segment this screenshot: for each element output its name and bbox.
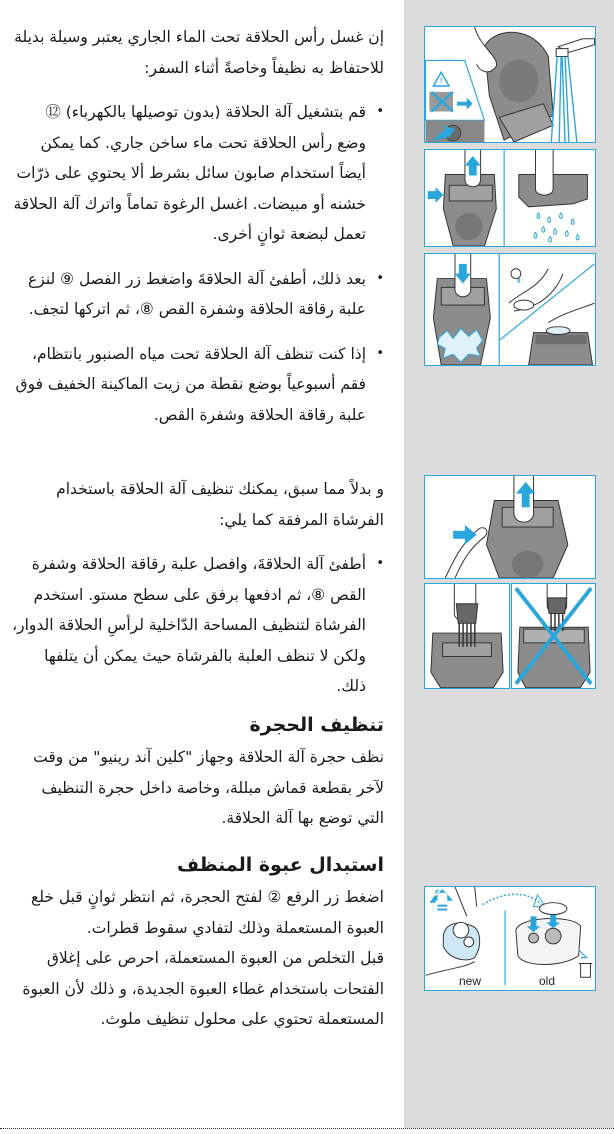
housing-heading: تنظيف الحجرة bbox=[249, 714, 384, 736]
brush-wrong-illustration bbox=[512, 584, 595, 688]
rinse-step-1: • قم بتشغيل آلة الحلاقة (بدون توصيلها بالكهرباء) ⑫ وضع رأس الحلاقة تحت ماء ساخن جاري. كما يمكن أيضاً استخدام صابون سائل بشرط ألا يحتوي على ذرّات خشنه أو مبيضات. اغسل الرغوة تماماً واترك آلة الحلاقة تعمل لبضعة ثوانٍ أخرى. bbox=[12, 97, 384, 250]
oil-illustration bbox=[425, 254, 595, 365]
brush-step-1: • أطفئ آلة الحلاقةَ، وافصل علبة رقاقة الحلاقة وشفرة القص ⑧، ثم ادفعها برفق على سطح مستو. استخدم الفرشاة لتنظيف المساحة الدّاخلية لرأسِ الحلاقة الدوار، ولكن لا تنظف العلبة بالفرشاة حيث يمكن أن يتلفها ذلك. bbox=[12, 549, 384, 702]
rinse-steps bbox=[12, 97, 384, 430]
rinse-illustration bbox=[425, 27, 595, 142]
section-housing bbox=[12, 712, 384, 834]
section-brush bbox=[12, 474, 384, 702]
section-cartridge bbox=[12, 852, 384, 1035]
arrow-up-icon bbox=[432, 889, 454, 901]
svg-text:!: ! bbox=[439, 77, 443, 88]
rinse-step-2: • بعد ذلك، أطفئ آلة الحلاقةَ واضغط زر الفصل ⑨ لنزع علبة رقاقة الحلاقة وشفرة القص ⑧، ثم اتركها لتجف. bbox=[12, 264, 384, 325]
water-stream bbox=[551, 56, 577, 142]
brush-intro: و بدلاً مما سبق، يمكنك تنظيف آلة الحلاقة باستخدام الفرشاة المرفقة كما يلي: bbox=[56, 480, 384, 529]
label-old: old bbox=[539, 974, 556, 988]
figure-remove-foil bbox=[424, 149, 596, 247]
arrow-right-icon bbox=[428, 187, 444, 203]
brush-correct-illustration bbox=[425, 584, 509, 688]
rinse-intro: إن غسل رأس الحلاقة تحت الماء الجاري يعتبر وسيلة بديلة للاحتفاظ به نظيفاً وخاصةً أثناء السفر: bbox=[14, 28, 384, 77]
rinse-step-3: • إذا كنت تنظف آلة الحلاقة تحت مياه الصنبور بانتظام، فقم أسبوعياً بوضع نقطة من زيت الماكينة الخفيف فوق علبة رقاقة الحلاقة وشفرة القص. bbox=[12, 339, 384, 431]
cartridge-illustration bbox=[425, 887, 595, 990]
brush-remove-illustration bbox=[425, 476, 595, 578]
figure-brush-foil-wrong bbox=[511, 583, 596, 689]
page-bottom-rule bbox=[0, 1128, 614, 1129]
figure-rinse-under-tap bbox=[424, 26, 596, 143]
cartridge-body-1: اضغط زر الرفع ② لفتح الحجرة، ثم انتظر ثوانٍ قبل خلع العبوة المستعملة وذلك لتفادي سقوط قطرات. bbox=[31, 888, 384, 937]
label-new: new bbox=[459, 974, 482, 988]
housing-body: نظف حجرة آلة الحلاقة وجهاز "كلين آند رينيو" من وقت لآخر بقطعة قماش مبللة، وخاصة داخل حجرة التنظيف التي توضع بها آلة الحلاقة. bbox=[33, 748, 384, 827]
figure-brush-remove-foil bbox=[424, 475, 596, 579]
trash-bin-icon bbox=[581, 964, 591, 978]
figure-oil-foil bbox=[424, 253, 596, 366]
figure-cartridge-replace bbox=[424, 886, 596, 991]
figure-brush-cutter-correct bbox=[424, 583, 510, 689]
oil-bottle-icon bbox=[511, 269, 521, 279]
section-rinse bbox=[12, 22, 384, 430]
cartridge-body-2: قبل التخلص من العبوة المستعملة، احرص على إغلاق الفتحات باستخدام غطاء العبوة الجديدة، و ذلك لأن العبوة المستعملة تحتوي على محلول تنظيف ملوث. bbox=[22, 949, 384, 1028]
brush-icon bbox=[456, 604, 477, 624]
brush-steps bbox=[12, 549, 384, 702]
move-arc bbox=[483, 894, 542, 904]
water-drops bbox=[534, 213, 579, 242]
cartridge-heading: استبدال عبوة المنظف bbox=[176, 854, 384, 876]
remove-foil-illustration bbox=[425, 150, 595, 246]
